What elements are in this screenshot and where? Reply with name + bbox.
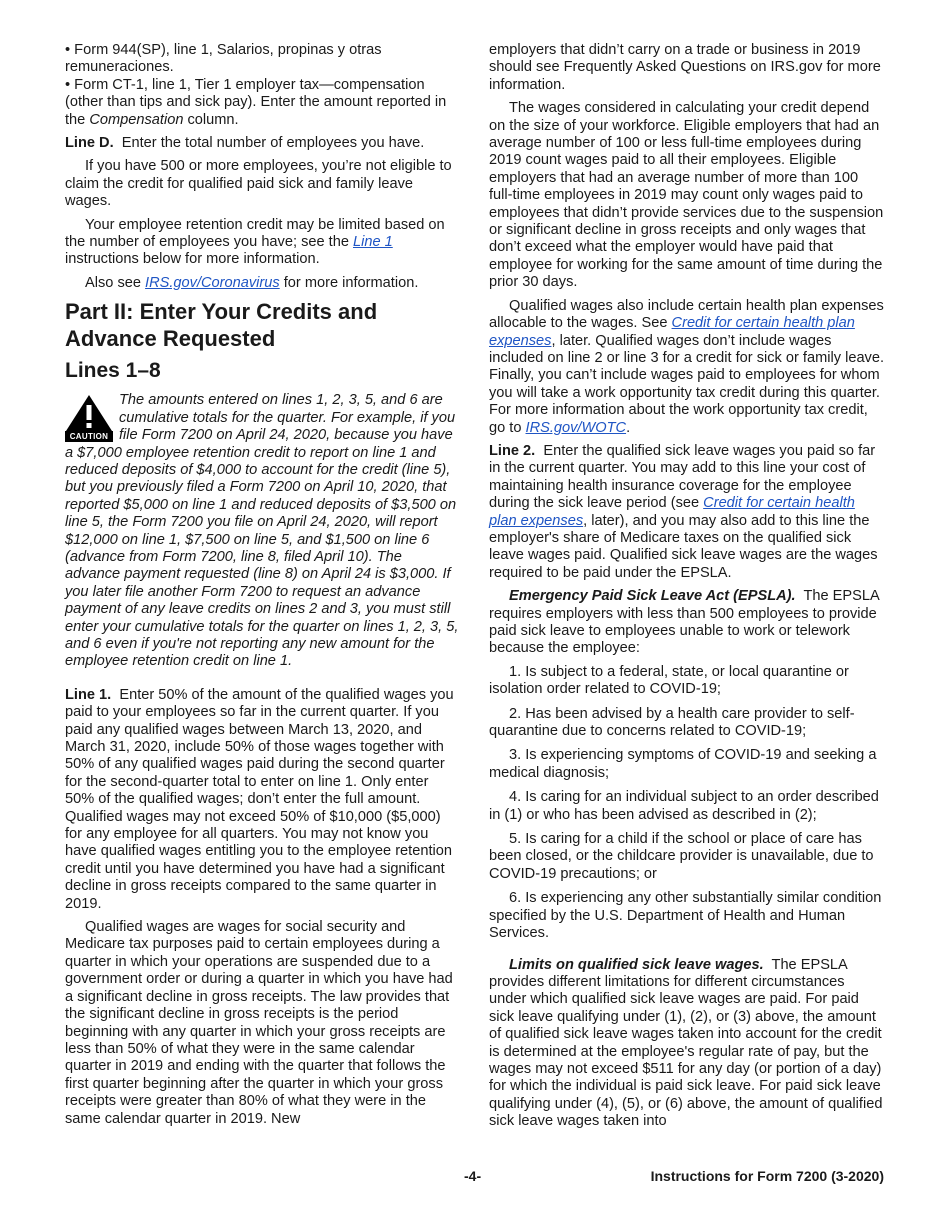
health-plan-link[interactable]: Credit for certain health plan expenses (489, 315, 855, 349)
limits-heading: Limits on qualified sick leave wages. (509, 956, 764, 973)
p-500-employees: If you have 500 or more employees, you’re not eligible to claim the credit for qualified paid sick and family leave wages. (65, 158, 452, 210)
form-title: Instructions for Form 7200 (3-2020) (650, 1168, 884, 1184)
caution-icon (65, 394, 113, 444)
caution-text: The amounts entered on lines 1, 2, 3, 5, and 6 are cumulative totals for the quarter. For example, if you file Form 7200 on April 24, 2020, because you have a $7,000 employee retention credit to report on line 1 and reduced deposits of $4,000 to account for the credit (line 5), but you previously filed a Form 7200 on April 10, 2020, that reported $5,000 on line 1 and reduced deposits of $3,500 on line 5, the Form 7200 you file on April 24, 2020, will report $12,000 on line 1, $7,500 on line 5, and $1,500 on line 6 (advance from Form 7200, line 8, filed April 10). The advance payment requested (line 8) on April 24 is $3,000. If you later file another Form 7200 to request an advance payment of any leave credits on lines 2 and 3, you must still enter your cumulative totals for the quarter on lines 1, 2, 3, 5, and 6 even if you're not reporting any new amount for the employee retention credit on line 1. (65, 392, 459, 670)
right-column (489, 42, 885, 1137)
line-d-label: Line D. (65, 135, 114, 152)
bullet-form-ct1: • Form CT-1, line 1, Tier 1 employer tax—compensation (other than tips and sick pay). Enter the amount reported in the Compensation column. (65, 76, 447, 128)
line2-health-plan-link[interactable]: Credit for certain health plan expenses (489, 495, 855, 529)
p-also-see: Also see IRS.gov/Coronavirus for more information. (85, 274, 419, 291)
p-new-employers-cont: employers that didn’t carry on a trade or business in 2019 should see Frequently Asked Questions on IRS.gov for more information. (489, 42, 881, 93)
list-item: 6. Is experiencing any other substantially similar condition specified by the U.S. Department of Health and Human Services. (489, 890, 882, 942)
line-2-label: Line 2. (489, 442, 536, 459)
p-retention-limit: Your employee retention credit may be limited based on the number of employees you have; see the Line 1 instructions below for more information. (65, 216, 445, 268)
p-qualified-wages: Qualified wages are wages for social security and Medicare tax purposes paid to certain employees during a quarter in which your operations are suspended due to a government order or during a quarter in which you have had a significant decline in gross receipts. The law provides that the significant decline in gross receipts is the period beginning with any quarter in which your gross receipts are less than 50% of what they were in the same calendar quarter in 2019 and ending with the quarter that follows the first quarter beginning after the quarter in which your gross receipts were greater than 80% of what they were in the same calendar quarter in 2019. New (65, 919, 453, 1127)
coronavirus-link[interactable]: IRS.gov/Coronavirus (145, 274, 280, 291)
wotc-link[interactable]: IRS.gov/WOTC (525, 419, 627, 436)
list-item: 4. Is caring for an individual subject to an order described in (1) or who has been advised as described in (2); (489, 789, 879, 823)
list-item: 1. Is subject to a federal, state, or local quarantine or isolation order related to COVID-19; (489, 663, 849, 698)
compensation-emphasis: Compensation (89, 111, 184, 128)
line1-link[interactable]: Line 1 (353, 234, 393, 251)
list-item: 5. Is caring for a child if the school or place of care has been closed, or the childcare provider is unavailable, due to COVID-19 precautions; or (489, 831, 874, 882)
line-d-paragraph: Line D. Enter the total number of employees you have. (65, 135, 425, 152)
caution-label: CAUTION (65, 431, 113, 442)
page-number: -4- (464, 1168, 482, 1184)
line-1-label: Line 1. (65, 686, 112, 703)
list-item: 2. Has been advised by a health care provider to self-quarantine due to concerns related to COVID-19; (489, 705, 855, 740)
list-item: 3. Is experiencing symptoms of COVID-19 and seeking a medical diagnosis; (489, 747, 877, 781)
line-2-paragraph: Line 2. Enter the qualified sick leave wages you paid so far in the current quarter. You may add to this line your cost of maintaining health insurance coverage for the employee during the sick leave period (see Credit for certain health plan expenses, later), and you may also add to this line the employer's share of Medicare taxes on the qualified sick leave wages paid. Qualified sick leave wages are the wages required to be paid under the EPSLA. (489, 442, 878, 581)
left-column (65, 42, 461, 1134)
p-limits: Limits on qualified sick leave wages. The EPSLA provides different limitations for different circumstances under which qualified sick leave wages are paid. For paid sick leave qualifying under (1), (2), or (3) above, the amount of qualified sick leave wages taken into account for the credit is determined at the employee's regular rate of pay, but the wages may not exceed $511 for any day (or portion of a day) for which the individual is paid sick leave. For paid sick leave qualifying under (4), (5), or (6) above, the amount of qualified sick leave wages taken into (489, 956, 883, 1130)
epsla-heading: Emergency Paid Sick Leave Act (EPSLA). (509, 588, 796, 605)
lines-1-8-heading: Lines 1–8 (65, 359, 161, 383)
p-epsla: Emergency Paid Sick Leave Act (EPSLA). The EPSLA requires employers with less than 500 employees to provide paid sick leave to employees unable to work or telework because the employee: (489, 588, 879, 657)
caution-block (65, 392, 461, 671)
line-1-paragraph: Line 1. Enter 50% of the amount of the qualified wages you paid to your employees so far in the current quarter. If you paid any qualified wages between March 13, 2020, and March 31, 2020, include 50% of those wages together with 50% of any qualified wages paid during the second quarter for the second-quarter total to enter on line 1. Only enter 50% of the qualified wages; don’t enter the full amount. Qualified wages may not exceed 50% of $10,000 ($5,000) for any employee for all quarters. You may not know you have qualified wages entitling you to the employee retention credit until you have determined you have had a significant decline in gross receipts compared to the same quarter in 2019. (65, 686, 454, 912)
p-health-plan: Qualified wages also include certain health plan expenses allocable to the wages. See Credit for certain health plan expenses, later. Qualified wages don’t include wages included on line 2 or line 3 for a credit for sick or family leave. Finally, you can’t include wages paid to employees for whom you will take a work opportunity tax credit during this quarter. For more information about the work opportunity tax credit, go to IRS.gov/WOTC. (489, 297, 885, 436)
part2-heading: Part II: Enter Your Credits and Advance Requested (65, 299, 378, 352)
bullet-form-944sp: • Form 944(SP), line 1, Salarios, propinas y otras remuneraciones. (65, 42, 382, 76)
p-wages-considered: The wages considered in calculating your credit depend on the size of your workforce. Eligible employers that had an average number of 100 or less full-time employees during 2019 count wages paid to all their employees. Eligible employers that had an average number of more than 100 full-time employees in 2019 may count only wages paid to employees that didn’t provide services due to the suspension or significant decline in gross receipts and only wages that don’t exceed what the employer would have paid that employee for working for the same amount of time during the prior 30 days. (489, 100, 884, 291)
